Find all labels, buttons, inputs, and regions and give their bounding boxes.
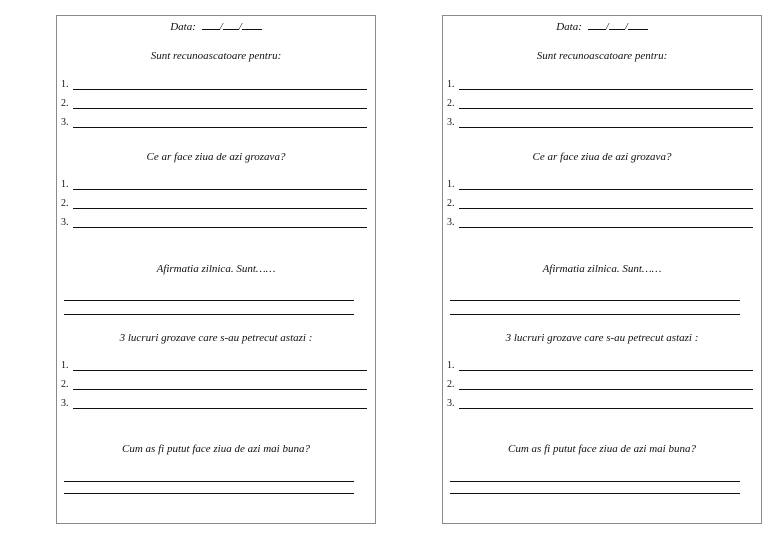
good-things-line[interactable] [447, 359, 753, 372]
affirmation-line[interactable] [64, 300, 354, 301]
great-day-line[interactable] [61, 197, 367, 210]
improve-line[interactable] [64, 481, 354, 482]
line-number: 3. [61, 117, 69, 128]
date-year-blank[interactable] [242, 20, 262, 30]
write-line [459, 189, 753, 190]
gratitude-line[interactable] [447, 78, 753, 91]
line-number: 3. [447, 217, 455, 228]
affirmation-heading: Afirmatia zilnica. Sunt…… [542, 263, 662, 275]
line-number: 3. [447, 117, 455, 128]
line-number: 2. [61, 198, 69, 209]
line-number: 2. [447, 198, 455, 209]
write-line [459, 89, 753, 90]
line-number: 1. [61, 179, 69, 190]
line-number: 1. [61, 360, 69, 371]
write-line [73, 370, 367, 371]
improve-line[interactable] [450, 493, 740, 494]
affirmation-line[interactable] [450, 314, 740, 315]
date-year-blank[interactable] [628, 20, 648, 30]
good-things-line[interactable] [447, 397, 753, 410]
date-field [57, 20, 375, 34]
write-line [459, 389, 753, 390]
gratitude-line[interactable] [447, 116, 753, 129]
good-things-line[interactable] [61, 359, 367, 372]
improve-heading: Cum as fi putut face ziua de azi mai buna? [508, 443, 696, 455]
line-number: 1. [447, 79, 455, 90]
line-number: 2. [61, 98, 69, 109]
date-month-blank[interactable] [609, 20, 625, 30]
great-day-line[interactable] [447, 178, 753, 191]
affirmation-line[interactable] [450, 300, 740, 301]
good-things-line[interactable] [61, 378, 367, 391]
line-number: 3. [61, 217, 69, 228]
gratitude-line[interactable] [61, 97, 367, 110]
great-day-line[interactable] [447, 216, 753, 229]
write-line [73, 389, 367, 390]
date-separator: / [219, 21, 223, 33]
good-things-heading: 3 lucruri grozave care s-au petrecut astazi : [119, 332, 313, 344]
date-month-blank[interactable] [223, 20, 239, 30]
line-number: 3. [447, 398, 455, 409]
date-separator: / [624, 21, 628, 33]
gratitude-heading: Sunt recunoascatoare pentru: [536, 50, 668, 62]
date-separator: / [605, 21, 609, 33]
line-number: 2. [447, 379, 455, 390]
write-line [73, 227, 367, 228]
good-things-line[interactable] [447, 378, 753, 391]
line-number: 1. [447, 179, 455, 190]
write-line [459, 370, 753, 371]
improve-line[interactable] [64, 493, 354, 494]
write-line [459, 408, 753, 409]
gratitude-line[interactable] [61, 78, 367, 91]
write-line [73, 127, 367, 128]
line-number: 3. [61, 398, 69, 409]
good-things-heading: 3 lucruri grozave care s-au petrecut astazi : [505, 332, 699, 344]
write-line [459, 208, 753, 209]
great-day-line[interactable] [61, 178, 367, 191]
good-things-line[interactable] [61, 397, 367, 410]
affirmation-line[interactable] [64, 314, 354, 315]
gratitude-heading: Sunt recunoascatoare pentru: [150, 50, 282, 62]
write-line [73, 208, 367, 209]
write-line [459, 127, 753, 128]
journal-card-right [442, 15, 762, 524]
great-day-line[interactable] [61, 216, 367, 229]
line-number: 1. [61, 79, 69, 90]
date-label: Data: [556, 21, 582, 33]
line-number: 2. [447, 98, 455, 109]
date-day-blank[interactable] [588, 20, 606, 30]
write-line [459, 227, 753, 228]
date-field [443, 20, 761, 34]
date-day-blank[interactable] [202, 20, 220, 30]
improve-heading: Cum as fi putut face ziua de azi mai buna? [122, 443, 310, 455]
write-line [73, 89, 367, 90]
great-day-line[interactable] [447, 197, 753, 210]
great-day-heading: Ce ar face ziua de azi grozava? [146, 151, 286, 163]
line-number: 2. [61, 379, 69, 390]
journal-card-left [56, 15, 376, 524]
improve-line[interactable] [450, 481, 740, 482]
write-line [459, 108, 753, 109]
write-line [73, 108, 367, 109]
write-line [73, 189, 367, 190]
gratitude-line[interactable] [447, 97, 753, 110]
affirmation-heading: Afirmatia zilnica. Sunt…… [156, 263, 276, 275]
date-label: Data: [170, 21, 196, 33]
gratitude-line[interactable] [61, 116, 367, 129]
write-line [73, 408, 367, 409]
great-day-heading: Ce ar face ziua de azi grozava? [532, 151, 672, 163]
line-number: 1. [447, 360, 455, 371]
date-separator: / [238, 21, 242, 33]
